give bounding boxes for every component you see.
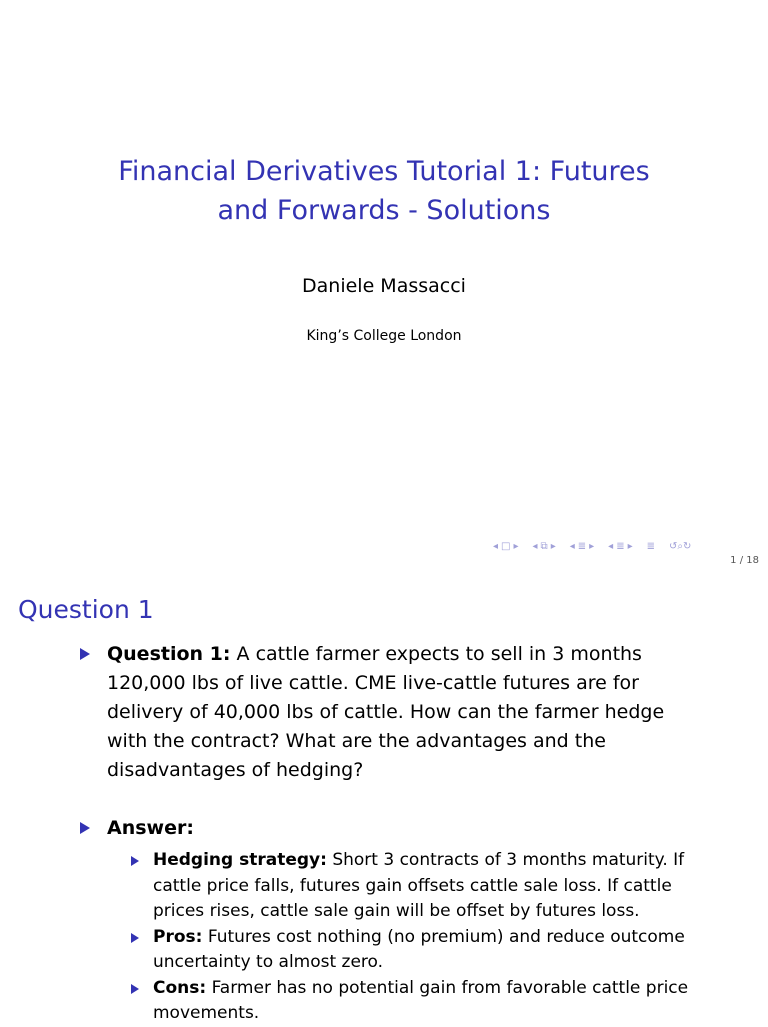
bullet-triangle-icon xyxy=(131,856,139,866)
nav-subsection-icon[interactable]: ⧉ xyxy=(540,540,548,552)
answer-item xyxy=(80,814,720,843)
frame-title: Question 1 xyxy=(18,595,154,624)
answer-list xyxy=(131,848,721,1027)
item-text: Short 3 contracts of 3 months maturity. If cattle price falls, futures gain offsets cattle sale loss. If cattle prices rises, cattle sale gain will be offset by futures loss. xyxy=(153,850,685,921)
nav-next-icon[interactable]: ▸ xyxy=(550,540,556,552)
nav-next-icon[interactable]: ▸ xyxy=(513,540,519,552)
answer-label: Answer: xyxy=(107,817,194,839)
item-label: Hedging strategy: xyxy=(153,850,327,870)
bullet-triangle-icon xyxy=(131,984,139,994)
nav-prev-icon[interactable]: ◂ xyxy=(493,540,499,552)
nav-prev-icon[interactable]: ◂ xyxy=(532,540,538,552)
nav-frame-icon[interactable]: □ xyxy=(501,540,511,552)
nav-section-icon[interactable]: ≣ xyxy=(616,540,625,552)
bullet-triangle-icon xyxy=(80,822,90,834)
nav-prev-icon[interactable]: ◂ xyxy=(569,540,575,552)
institute-name: King’s College London xyxy=(306,328,462,344)
page-number: 1 / 18 xyxy=(730,555,759,566)
nav-search-icon[interactable]: ↺⌕↻ xyxy=(669,540,692,552)
item-label: Pros: xyxy=(153,926,203,947)
nav-document-icon[interactable]: ≣ xyxy=(646,540,656,552)
slide-title: Financial Derivatives Tutorial 1: Futures and Forwards - Solutions xyxy=(118,156,650,226)
list-item xyxy=(131,848,721,925)
bullet-triangle-icon xyxy=(131,933,139,943)
item-label: Cons: xyxy=(153,977,207,998)
question-item xyxy=(80,640,680,785)
navigation-bar xyxy=(493,538,691,554)
question-text: A cattle farmer expects to sell in 3 months 120,000 lbs of live cattle. CME live-cattle futures are for delivery of 40,000 lbs of cattle. How can the farmer hedge with the contract? What are the advantages and the disadvantages of hedging? xyxy=(107,643,665,781)
bullet-triangle-icon xyxy=(80,648,90,660)
list-item xyxy=(131,925,721,976)
nav-next-icon[interactable]: ▸ xyxy=(589,540,595,552)
nav-next-icon[interactable]: ▸ xyxy=(627,540,633,552)
question-label: Question 1: xyxy=(107,643,231,665)
content-slide xyxy=(0,576,768,1024)
item-text: Futures cost nothing (no premium) and reduce outcome uncertainty to almost zero. xyxy=(153,926,685,972)
item-text: Farmer has no potential gain from favorable cattle price movements. xyxy=(153,977,689,1023)
author-name: Daniele Massacci xyxy=(302,275,466,297)
list-item xyxy=(131,976,721,1027)
nav-prev-icon[interactable]: ◂ xyxy=(608,540,614,552)
nav-section-icon[interactable]: ≣ xyxy=(577,540,587,552)
